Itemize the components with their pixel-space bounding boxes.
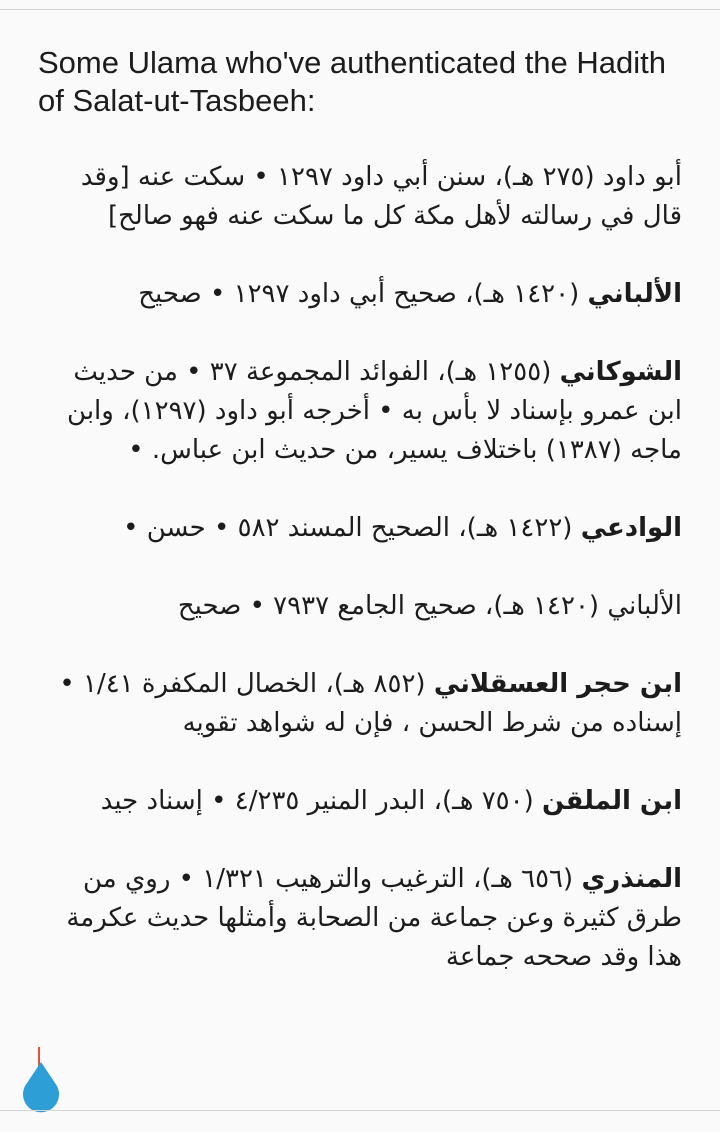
bottom-divider	[0, 1110, 720, 1111]
scholar-name: الوادعي	[580, 513, 682, 543]
scholar-name: الشوكاني	[559, 357, 682, 387]
scholar-name: ابن الملقن	[542, 786, 682, 816]
entry-6	[38, 665, 682, 743]
entry-text: (١٢٥٥ هـ)، الفوائد المجموعة ٣٧ • من حديث ابن عمرو بإسناد لا بأس به • أخرجه أبو داود (١٢٩٧)، وابن ماجه (١٣٨٧) باختلاف يسير، من حديث ابن عباس. •	[67, 357, 682, 465]
entry-text: (٦٥٦ هـ)، الترغيب والترهيب ١/٣٢١ • روي من طرق كثيرة وعن جماعة من الصحابة وأمثلها حديث عكرمة هذا وقد صححه جماعة	[66, 864, 682, 972]
scholar-name: الألباني	[587, 279, 682, 309]
scholar-name: الألباني	[607, 591, 682, 621]
entry-8	[38, 860, 682, 977]
cursor-handle-icon[interactable]	[21, 1062, 61, 1132]
scholar-name: ابن حجر العسقلاني	[433, 669, 682, 699]
entry-7	[38, 782, 682, 821]
entry-2	[38, 275, 682, 314]
entry-text: (١٤٢٠ هـ)، صحيح الجامع ٧٩٣٧ • صحيح	[177, 591, 608, 621]
text-editor[interactable]	[38, 44, 682, 1016]
note-heading: Some Ulama who've authenticated the Hadith of Salat-ut-Tasbeeh:	[38, 45, 667, 118]
entry-1	[38, 158, 682, 236]
entry-text: (١٤٢٠ هـ)، صحيح أبي داود ١٢٩٧ • صحيح	[138, 279, 588, 309]
entry-text: (٨٥٢ هـ)، الخصال المكفرة ١/٤١ • إسناده من شرط الحسن ، فإن له شواهد تقويه	[59, 669, 682, 738]
scholar-name: أبو داود	[602, 162, 682, 192]
entry-text: (٧٥٠ هـ)، البدر المنير ٤/٢٣٥ • إسناد جيد	[100, 786, 543, 816]
entry-text: (٢٧٥ هـ)، سنن أبي داود ١٢٩٧ • سكت عنه [وقد قال في رسالته لأهل مكة كل ما سكت عنه فهو صالح]	[80, 162, 682, 231]
entry-5	[38, 587, 682, 626]
entry-3	[38, 353, 682, 470]
entry-text: (١٤٢٢ هـ)، الصحيح المسند ٥٨٢ • حسن •	[123, 513, 581, 543]
scholar-name: المنذري	[581, 864, 682, 894]
entry-4	[38, 509, 682, 548]
top-divider	[0, 9, 720, 10]
